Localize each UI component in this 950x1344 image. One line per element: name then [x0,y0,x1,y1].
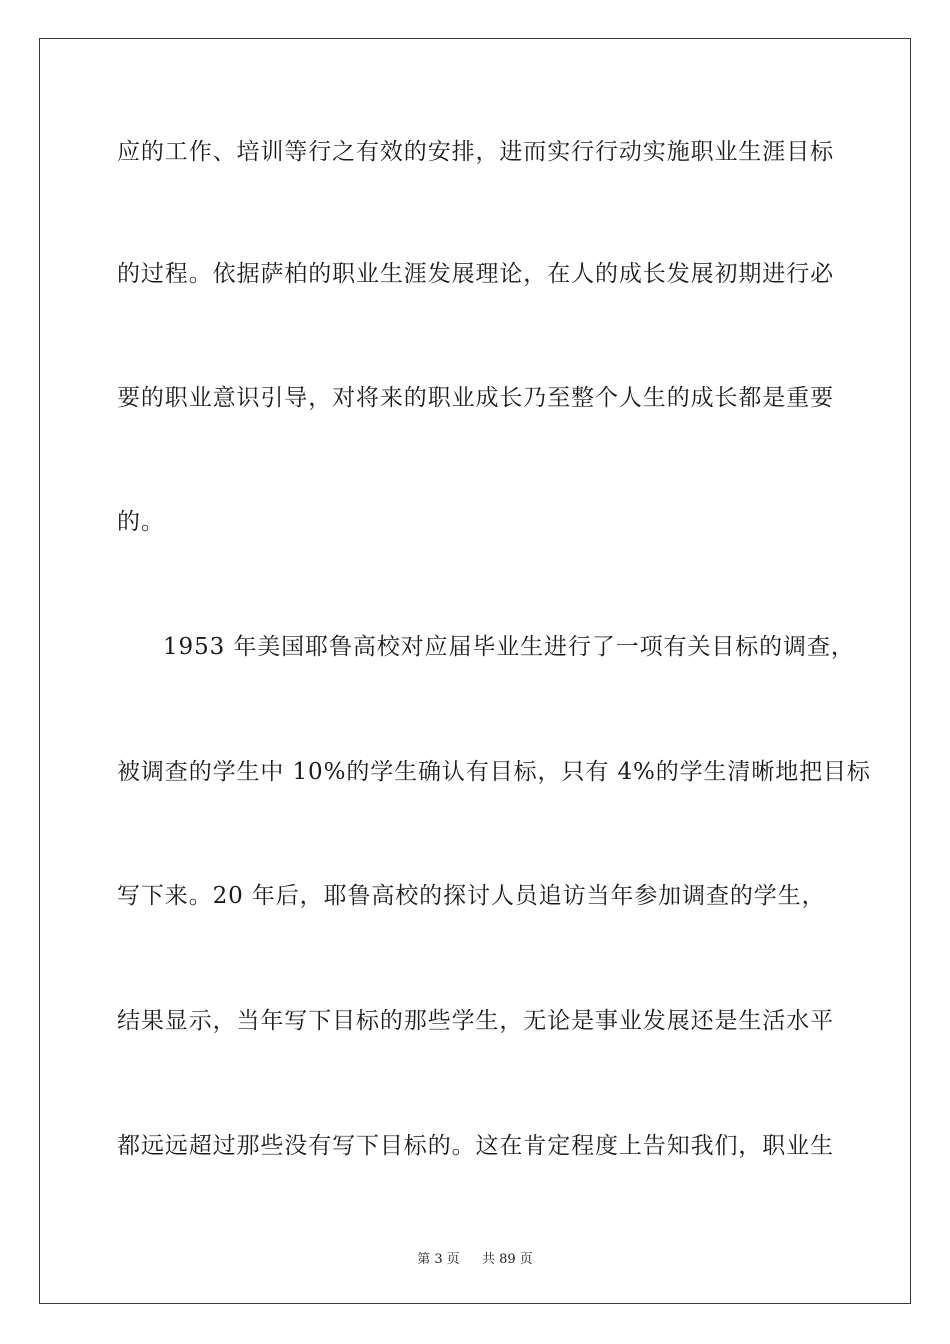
page-border [39,38,911,1304]
total-pages: 共 89 页 [481,1252,533,1267]
body-text-line: 要的职业意识引导，对将来的职业成长乃至整个人生的成长都是重要 [117,385,834,411]
body-text-line: 的。 [117,509,165,535]
page-footer [0,1248,950,1267]
body-text-line: 的过程。依据萨柏的职业生涯发展理论，在人的成长发展初期进行必 [117,261,834,287]
body-text-line: 应的工作、培训等行之有效的安排，进而实行行动实施职业生涯目标 [117,139,834,165]
body-text-line: 被调查的学生中 10%的学生确认有目标，只有 4%的学生清晰地把目标 [117,759,871,785]
body-text-line: 写下来。20 年后，耶鲁高校的探讨人员追访当年参加调查的学生， [117,883,826,909]
paragraph-first-line: 1953 年美国耶鲁高校对应届毕业生进行了一项有关目标的调查， [163,634,855,660]
page-number: 第 3 页 [417,1252,460,1267]
body-text-line: 都远远超过那些没有写下目标的。这在肯定程度上告知我们，职业生 [117,1133,834,1159]
body-text-line: 结果显示，当年写下目标的那些学生，无论是事业发展还是生活水平 [117,1008,834,1034]
